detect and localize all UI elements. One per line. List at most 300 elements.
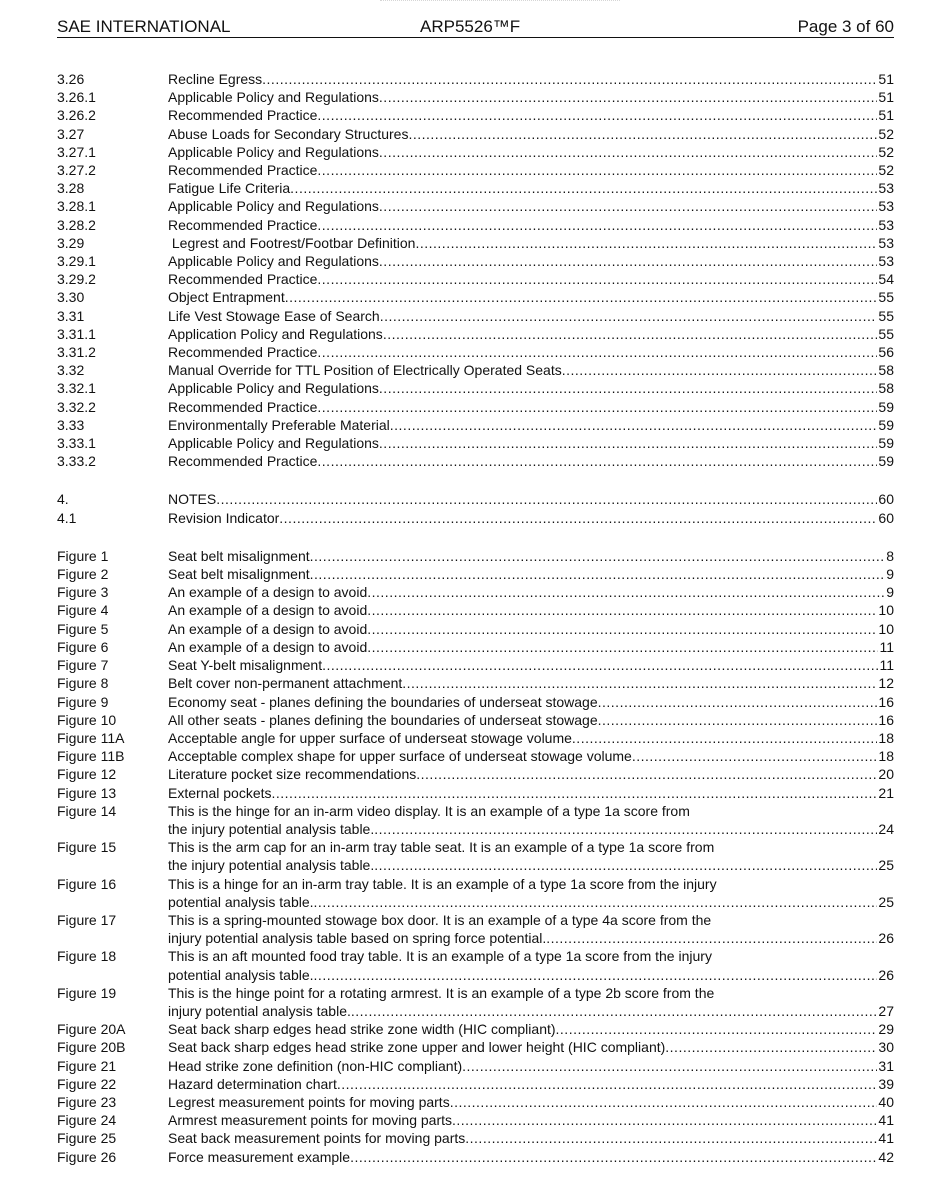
entry-body xyxy=(168,547,894,565)
entry-title-line xyxy=(168,125,894,143)
entry-body xyxy=(168,343,894,361)
entry-page-number[interactable]: 60 xyxy=(878,509,894,526)
dot-leader xyxy=(290,179,877,197)
dot-leader xyxy=(632,747,878,765)
entry-title[interactable]: An example of a design to avoid xyxy=(168,638,368,655)
entry-title-line xyxy=(168,106,894,124)
entry-title[interactable]: Environmentally Preferable Material xyxy=(168,416,390,433)
entry-page-number[interactable]: 53 xyxy=(878,216,894,233)
entry-body xyxy=(168,252,894,270)
entry-title-line xyxy=(168,307,894,325)
toc-figure-entry[interactable] xyxy=(57,802,894,838)
entry-page-number[interactable]: 10 xyxy=(878,602,894,619)
entry-number: 4.1 xyxy=(57,509,77,526)
entry-title-line xyxy=(168,252,894,270)
toc-section-entry[interactable] xyxy=(57,70,894,88)
entry-title[interactable]: Fatigue Life Criteria xyxy=(168,180,291,197)
dot-leader xyxy=(462,1057,877,1075)
entry-title[interactable]: Force measurement example xyxy=(168,1148,351,1165)
entry-title[interactable]: Seat belt misalignment xyxy=(168,566,310,583)
entry-title[interactable]: An example of a design to avoid xyxy=(168,584,368,601)
entry-title-line1: This is the hinge for an in-arm video display. It is an example of a type 1a score from xyxy=(168,802,690,819)
entry-title-line xyxy=(168,966,894,984)
toc-spacer xyxy=(57,527,894,547)
entry-page-number[interactable]: 54 xyxy=(878,271,894,288)
entry-title[interactable]: Life Vest Stowage Ease of Search xyxy=(168,307,380,324)
toc-figure-entry[interactable] xyxy=(57,693,894,711)
entry-title[interactable]: Legrest measurement points for moving parts xyxy=(168,1093,450,1110)
entry-number: Figure 24 xyxy=(57,1112,117,1129)
entry-title[interactable]: Recommended Practice xyxy=(168,398,318,415)
toc-figure-entry[interactable] xyxy=(57,1111,894,1129)
entry-title[interactable]: Seat Y-belt misalignment xyxy=(168,657,323,674)
entry-page-number[interactable]: 52 xyxy=(878,143,894,160)
entry-page-number[interactable]: 11 xyxy=(879,657,894,674)
entry-page-number[interactable]: 53 xyxy=(878,198,894,215)
entry-title-line xyxy=(168,1111,894,1129)
entry-title[interactable]: the injury potential analysis table. xyxy=(168,820,375,837)
entry-title[interactable]: Economy seat - planes defining the boundaries of underseat stowage xyxy=(168,693,598,710)
toc-section-entry[interactable] xyxy=(57,452,894,470)
entry-title[interactable]: Belt cover non-permanent attachment xyxy=(168,675,403,692)
entry-title-line xyxy=(168,565,894,583)
entry-page-number[interactable]: 30 xyxy=(878,1039,894,1056)
page-header xyxy=(57,17,894,38)
entry-page-number[interactable]: 42 xyxy=(878,1148,894,1165)
entry-page-number[interactable]: 26 xyxy=(878,930,894,947)
entry-title[interactable]: An example of a design to avoid xyxy=(168,602,368,619)
entry-page-number[interactable]: 26 xyxy=(878,966,894,983)
entry-page-number[interactable]: 53 xyxy=(878,234,894,251)
entry-body xyxy=(168,984,894,1020)
entry-title[interactable]: Manual Override for TTL Position of Electrically Operated Seats xyxy=(168,362,562,379)
entry-number: Figure 11B xyxy=(57,748,125,765)
entry-body xyxy=(168,802,894,838)
entry-page-number[interactable]: 58 xyxy=(878,380,894,397)
dot-leader xyxy=(379,252,878,270)
entry-page-number[interactable]: 11 xyxy=(879,638,894,655)
toc-section-entry[interactable] xyxy=(57,234,894,252)
entry-body xyxy=(168,729,894,747)
dot-leader xyxy=(374,856,877,874)
dot-leader xyxy=(314,893,878,911)
entry-title-line xyxy=(168,88,894,106)
entry-number: Figure 10 xyxy=(57,711,117,728)
entry-title-line xyxy=(168,398,894,416)
entry-title-line xyxy=(168,1093,894,1111)
entry-body xyxy=(168,711,894,729)
entry-page-number[interactable]: 16 xyxy=(878,711,894,728)
dot-leader xyxy=(572,729,878,747)
toc-figure-entry[interactable] xyxy=(57,1148,894,1166)
entry-body xyxy=(168,1057,894,1075)
entry-page-number[interactable]: 53 xyxy=(878,253,894,270)
entry-title[interactable]: Applicable Policy and Regulations xyxy=(168,253,379,270)
entry-number: Figure 23 xyxy=(57,1093,117,1110)
toc-figure-entry[interactable] xyxy=(57,911,894,947)
entry-page-number[interactable]: 39 xyxy=(878,1075,894,1092)
dot-leader xyxy=(317,216,877,234)
toc-section-entry[interactable] xyxy=(57,143,894,161)
toc-figure-entry[interactable] xyxy=(57,838,894,874)
entry-body xyxy=(168,601,894,619)
entry-title[interactable]: Seat back sharp edges head strike zone upper and lower height (HIC compliant) xyxy=(168,1039,666,1056)
entry-number: Figure 13 xyxy=(57,784,117,801)
entry-page-number[interactable]: 55 xyxy=(878,325,894,342)
toc-figure-entry[interactable] xyxy=(57,583,894,601)
toc-sections xyxy=(57,70,894,470)
dot-leader xyxy=(317,161,877,179)
entry-title-line xyxy=(168,784,894,802)
toc-section-entry[interactable] xyxy=(57,179,894,197)
entry-page-number[interactable]: 55 xyxy=(878,289,894,306)
dot-leader xyxy=(402,674,877,692)
entry-title-line xyxy=(168,620,894,638)
dot-leader xyxy=(598,711,878,729)
entry-number: Figure 17 xyxy=(57,911,117,928)
entry-title[interactable]: Acceptable complex shape for upper surface of underseat stowage volume xyxy=(168,748,632,765)
toc-section-entry[interactable] xyxy=(57,434,894,452)
dot-leader xyxy=(317,452,877,470)
entry-body xyxy=(168,838,894,874)
dot-leader xyxy=(379,197,878,215)
entry-body xyxy=(168,434,894,452)
entry-page-number[interactable]: 18 xyxy=(878,729,894,746)
toc-figure-entry[interactable] xyxy=(57,1093,894,1111)
toc-figure-entry[interactable] xyxy=(57,784,894,802)
entry-title[interactable]: Recommended Practice xyxy=(168,162,318,179)
entry-number: 3.29.1 xyxy=(57,253,96,270)
dot-leader xyxy=(556,1020,878,1038)
entry-body xyxy=(168,693,894,711)
entry-title[interactable]: potential analysis table. xyxy=(168,966,314,983)
entry-title-line xyxy=(168,452,894,470)
entry-number: 3.30 xyxy=(57,289,85,306)
organization-name: SAE INTERNATIONAL xyxy=(57,17,231,36)
toc-section-entry[interactable] xyxy=(57,252,894,270)
entry-page-number[interactable]: 53 xyxy=(878,180,894,197)
entry-title[interactable]: Object Entrapment xyxy=(168,289,285,306)
toc-figure-entry[interactable] xyxy=(57,711,894,729)
dot-leader xyxy=(317,398,877,416)
dot-leader xyxy=(380,307,878,325)
entry-title[interactable]: potential analysis table. xyxy=(168,893,314,910)
entry-page-number[interactable]: 29 xyxy=(878,1021,894,1038)
entry-title-line xyxy=(168,1129,894,1147)
entry-page-number[interactable]: 59 xyxy=(878,416,894,433)
dot-leader xyxy=(310,547,886,565)
entry-title[interactable]: Applicable Policy and Regulations xyxy=(168,89,379,106)
entry-title[interactable]: Acceptable angle for upper surface of underseat stowage volume xyxy=(168,729,572,746)
dot-leader xyxy=(337,1075,878,1093)
entry-title[interactable]: Recommended Practice xyxy=(168,344,318,361)
entry-number: 3.29.2 xyxy=(57,271,96,288)
toc-figure-entry[interactable] xyxy=(57,765,894,783)
entry-title-line xyxy=(168,1057,894,1075)
entry-title-line xyxy=(168,509,894,527)
dot-leader xyxy=(546,929,877,947)
toc-figure-entry[interactable] xyxy=(57,601,894,619)
entry-title[interactable]: Application Policy and Regulations xyxy=(168,325,383,342)
toc-figure-entry[interactable] xyxy=(57,1129,894,1147)
entry-body xyxy=(168,161,894,179)
toc-figure-entry[interactable] xyxy=(57,947,894,983)
entry-title-line xyxy=(168,1148,894,1166)
entry-body xyxy=(168,565,894,583)
entry-page-number[interactable]: 58 xyxy=(878,362,894,379)
entry-title[interactable]: Applicable Policy and Regulations xyxy=(168,143,379,160)
entry-body xyxy=(168,88,894,106)
entry-number: Figure 3 xyxy=(57,584,109,601)
entry-title-line xyxy=(168,601,894,619)
toc-figure-entry[interactable] xyxy=(57,656,894,674)
dot-leader xyxy=(379,379,878,397)
dot-leader xyxy=(350,1148,877,1166)
entry-number: 3.33 xyxy=(57,416,85,433)
entry-page-number[interactable]: 40 xyxy=(878,1093,894,1110)
toc-figure-entry[interactable] xyxy=(57,875,894,911)
toc-section-entry[interactable] xyxy=(57,307,894,325)
entry-title[interactable]: An example of a design to avoid xyxy=(168,620,368,637)
entry-page-number[interactable]: 31 xyxy=(878,1057,894,1074)
entry-title-line xyxy=(168,1075,894,1093)
toc-figure-entry[interactable] xyxy=(57,1075,894,1093)
toc-figure-entry[interactable] xyxy=(57,729,894,747)
entry-page-number[interactable]: 41 xyxy=(878,1130,894,1147)
entry-page-number[interactable]: 27 xyxy=(878,1002,894,1019)
toc-figure-entry[interactable] xyxy=(57,747,894,765)
entry-title[interactable]: Abuse Loads for Secondary Structures xyxy=(168,125,409,142)
toc-section-entry[interactable] xyxy=(57,288,894,306)
entry-body xyxy=(168,452,894,470)
entry-title[interactable]: Recommended Practice xyxy=(168,453,318,470)
entry-number: Figure 18 xyxy=(57,948,117,965)
toc-figure-entry[interactable] xyxy=(57,547,894,565)
toc-section-entry[interactable] xyxy=(57,161,894,179)
entry-page-number[interactable]: 25 xyxy=(878,857,894,874)
entry-number: Figure 2 xyxy=(57,566,109,583)
entry-title-line xyxy=(168,856,894,874)
dot-leader xyxy=(452,1111,877,1129)
entry-body xyxy=(168,620,894,638)
entry-body xyxy=(168,143,894,161)
entry-page-number[interactable]: 9 xyxy=(886,566,894,583)
dot-leader xyxy=(310,565,886,583)
entry-title[interactable]: Applicable Policy and Regulations xyxy=(168,198,379,215)
entry-title[interactable]: Recommended Practice xyxy=(168,107,318,124)
entry-page-number[interactable]: 59 xyxy=(878,453,894,470)
dot-leader xyxy=(262,70,877,88)
entry-page-number[interactable]: 51 xyxy=(878,89,894,106)
entry-title[interactable]: Recommended Practice xyxy=(168,216,318,233)
entry-number: 3.31.2 xyxy=(57,344,96,361)
entry-number: 3.28 xyxy=(57,180,85,197)
entry-number: 3.32 xyxy=(57,362,85,379)
toc-figure-entry[interactable] xyxy=(57,638,894,656)
toc-section-entry[interactable] xyxy=(57,216,894,234)
entry-page-number[interactable]: 52 xyxy=(878,125,894,142)
entry-body xyxy=(168,197,894,215)
entry-body xyxy=(168,398,894,416)
dot-leader xyxy=(390,416,878,434)
entry-number: Figure 16 xyxy=(57,875,117,892)
entry-page-number[interactable]: 59 xyxy=(878,435,894,452)
dot-leader xyxy=(665,1038,877,1056)
entry-title-line xyxy=(168,434,894,452)
entry-title-line xyxy=(168,379,894,397)
toc-section-entry[interactable] xyxy=(57,325,894,343)
entry-body xyxy=(168,1093,894,1111)
entry-title[interactable]: Recline Egress xyxy=(168,71,263,87)
toc-section-entry[interactable] xyxy=(57,343,894,361)
entry-page-number[interactable]: 21 xyxy=(878,784,894,801)
entry-page-number[interactable]: 41 xyxy=(878,1112,894,1129)
entry-number: Figure 26 xyxy=(57,1148,117,1165)
entry-title-line xyxy=(168,343,894,361)
entry-title-line xyxy=(168,216,894,234)
entry-page-number[interactable]: 51 xyxy=(878,107,894,124)
entry-page-number[interactable]: 51 xyxy=(878,71,894,87)
entry-title-line1: This is a spring-mounted stowage box door. It is an example of a type 4a score from the xyxy=(168,911,712,928)
dot-leader xyxy=(598,693,878,711)
entry-number: 3.29 xyxy=(57,234,85,251)
entry-title[interactable]: Head strike zone definition (non-HIC compliant) xyxy=(168,1057,463,1074)
entry-page-number[interactable]: 9 xyxy=(886,584,894,601)
entry-number: Figure 20B xyxy=(57,1039,126,1056)
toc-figure-entry[interactable] xyxy=(57,984,894,1020)
dot-leader xyxy=(317,270,877,288)
entry-page-number[interactable]: 8 xyxy=(886,547,894,564)
entry-body xyxy=(168,1129,894,1147)
entry-title[interactable]: Recommended Practice xyxy=(168,271,318,288)
entry-title[interactable]: injury potential analysis table based on spring force potential. xyxy=(168,930,547,947)
dot-leader xyxy=(383,325,878,343)
entry-page-number[interactable]: 16 xyxy=(878,693,894,710)
entry-page-number[interactable]: 55 xyxy=(878,307,894,324)
entry-title[interactable]: NOTES xyxy=(168,491,217,508)
toc-figure-entry[interactable] xyxy=(57,674,894,692)
entry-body xyxy=(168,1111,894,1129)
entry-title-line1: This is the hinge point for a rotating armrest. It is an example of a type 2b score from the xyxy=(168,984,715,1001)
entry-body xyxy=(168,106,894,124)
entry-title-line xyxy=(168,638,894,656)
toc-figure-entry[interactable] xyxy=(57,1020,894,1038)
entry-number: Figure 22 xyxy=(57,1075,117,1092)
toc-spacer xyxy=(57,470,894,490)
toc-figure-entry[interactable] xyxy=(57,565,894,583)
entry-number: 3.31 xyxy=(57,307,85,324)
toc-figure-entry[interactable] xyxy=(57,1057,894,1075)
entry-title-line xyxy=(168,729,894,747)
entry-number: Figure 12 xyxy=(57,766,117,783)
entry-title-line xyxy=(168,197,894,215)
dot-leader xyxy=(374,820,877,838)
dot-leader xyxy=(367,583,885,601)
entry-title[interactable]: Literature pocket size recommendations xyxy=(168,766,417,783)
entry-body xyxy=(168,947,894,983)
entry-title[interactable]: Seat back measurement points for moving parts xyxy=(168,1130,466,1147)
entry-title[interactable]: Seat back sharp edges head strike zone width (HIC compliant) xyxy=(168,1021,556,1038)
entry-number: 3.32.2 xyxy=(57,398,96,415)
entry-body xyxy=(168,125,894,143)
entry-number: Figure 25 xyxy=(57,1130,117,1147)
entry-number: 3.26.2 xyxy=(57,107,96,124)
dot-leader xyxy=(317,106,877,124)
toc-section-entry[interactable] xyxy=(57,106,894,124)
toc-notes-entry[interactable] xyxy=(57,490,894,508)
entry-number: 3.27 xyxy=(57,125,85,142)
entry-title[interactable]: Applicable Policy and Regulations xyxy=(168,435,379,452)
entry-title[interactable]: Revision Indicator xyxy=(168,509,280,526)
entry-page-number[interactable]: 60 xyxy=(878,491,894,508)
toc-figure-entry[interactable] xyxy=(57,1038,894,1056)
entry-title[interactable]: Applicable Policy and Regulations xyxy=(168,380,379,397)
entry-page-number[interactable]: 59 xyxy=(878,398,894,415)
toc-section-entry[interactable] xyxy=(57,197,894,215)
entry-body xyxy=(168,784,894,802)
entry-title[interactable]: injury potential analysis table. xyxy=(168,1002,351,1019)
entry-title-line xyxy=(168,547,894,565)
entry-body xyxy=(168,416,894,434)
toc-section-entry[interactable] xyxy=(57,379,894,397)
entry-title-line xyxy=(168,1020,894,1038)
entry-page-number[interactable]: 18 xyxy=(878,748,894,765)
entry-body xyxy=(168,179,894,197)
toc-section-entry[interactable] xyxy=(57,270,894,288)
entry-body xyxy=(168,747,894,765)
entry-title-line1: This is the arm cap for an in-arm tray table seat. It is an example of a type 1a score from xyxy=(168,839,715,856)
entry-body xyxy=(168,325,894,343)
entry-title[interactable]: Legrest and Footrest/Footbar Definition xyxy=(168,234,416,251)
entry-number: Figure 7 xyxy=(57,657,109,674)
entry-page-number[interactable]: 12 xyxy=(878,675,894,692)
dot-leader xyxy=(367,601,877,619)
entry-page-number[interactable]: 24 xyxy=(878,820,894,837)
entry-body xyxy=(168,583,894,601)
toc-section-entry[interactable] xyxy=(57,398,894,416)
entry-title[interactable]: Hazard determination chart xyxy=(168,1075,337,1092)
dot-leader xyxy=(408,125,877,143)
entry-title[interactable]: Armrest measurement points for moving parts xyxy=(168,1112,452,1129)
toc-section-entry[interactable] xyxy=(57,416,894,434)
toc-section-entry[interactable] xyxy=(57,361,894,379)
toc-section-entry[interactable] xyxy=(57,125,894,143)
entry-page-number[interactable]: 52 xyxy=(878,162,894,179)
dot-leader xyxy=(562,361,878,379)
entry-body xyxy=(168,307,894,325)
entry-page-number[interactable]: 10 xyxy=(878,620,894,637)
toc-notes-entry[interactable] xyxy=(57,509,894,527)
entry-page-number[interactable]: 56 xyxy=(878,344,894,361)
entry-number: 4. xyxy=(57,491,69,508)
entry-page-number[interactable]: 20 xyxy=(878,766,894,783)
toc-figure-entry[interactable] xyxy=(57,620,894,638)
dot-leader xyxy=(272,784,878,802)
entry-number: 3.33.1 xyxy=(57,435,96,452)
entry-title-line xyxy=(168,70,894,88)
entry-title[interactable]: Seat belt misalignment xyxy=(168,547,310,564)
entry-title-line xyxy=(168,711,894,729)
table-of-contents xyxy=(57,70,894,1166)
entry-title[interactable]: All other seats - planes defining the boundaries of underseat stowage xyxy=(168,711,598,728)
entry-title-line xyxy=(168,288,894,306)
toc-section-entry[interactable] xyxy=(57,88,894,106)
entry-title[interactable]: External pockets xyxy=(168,784,272,801)
entry-number: 3.27.2 xyxy=(57,162,96,179)
entry-title[interactable]: the injury potential analysis table. xyxy=(168,857,375,874)
entry-page-number[interactable]: 25 xyxy=(878,893,894,910)
entry-number: 3.33.2 xyxy=(57,453,96,470)
